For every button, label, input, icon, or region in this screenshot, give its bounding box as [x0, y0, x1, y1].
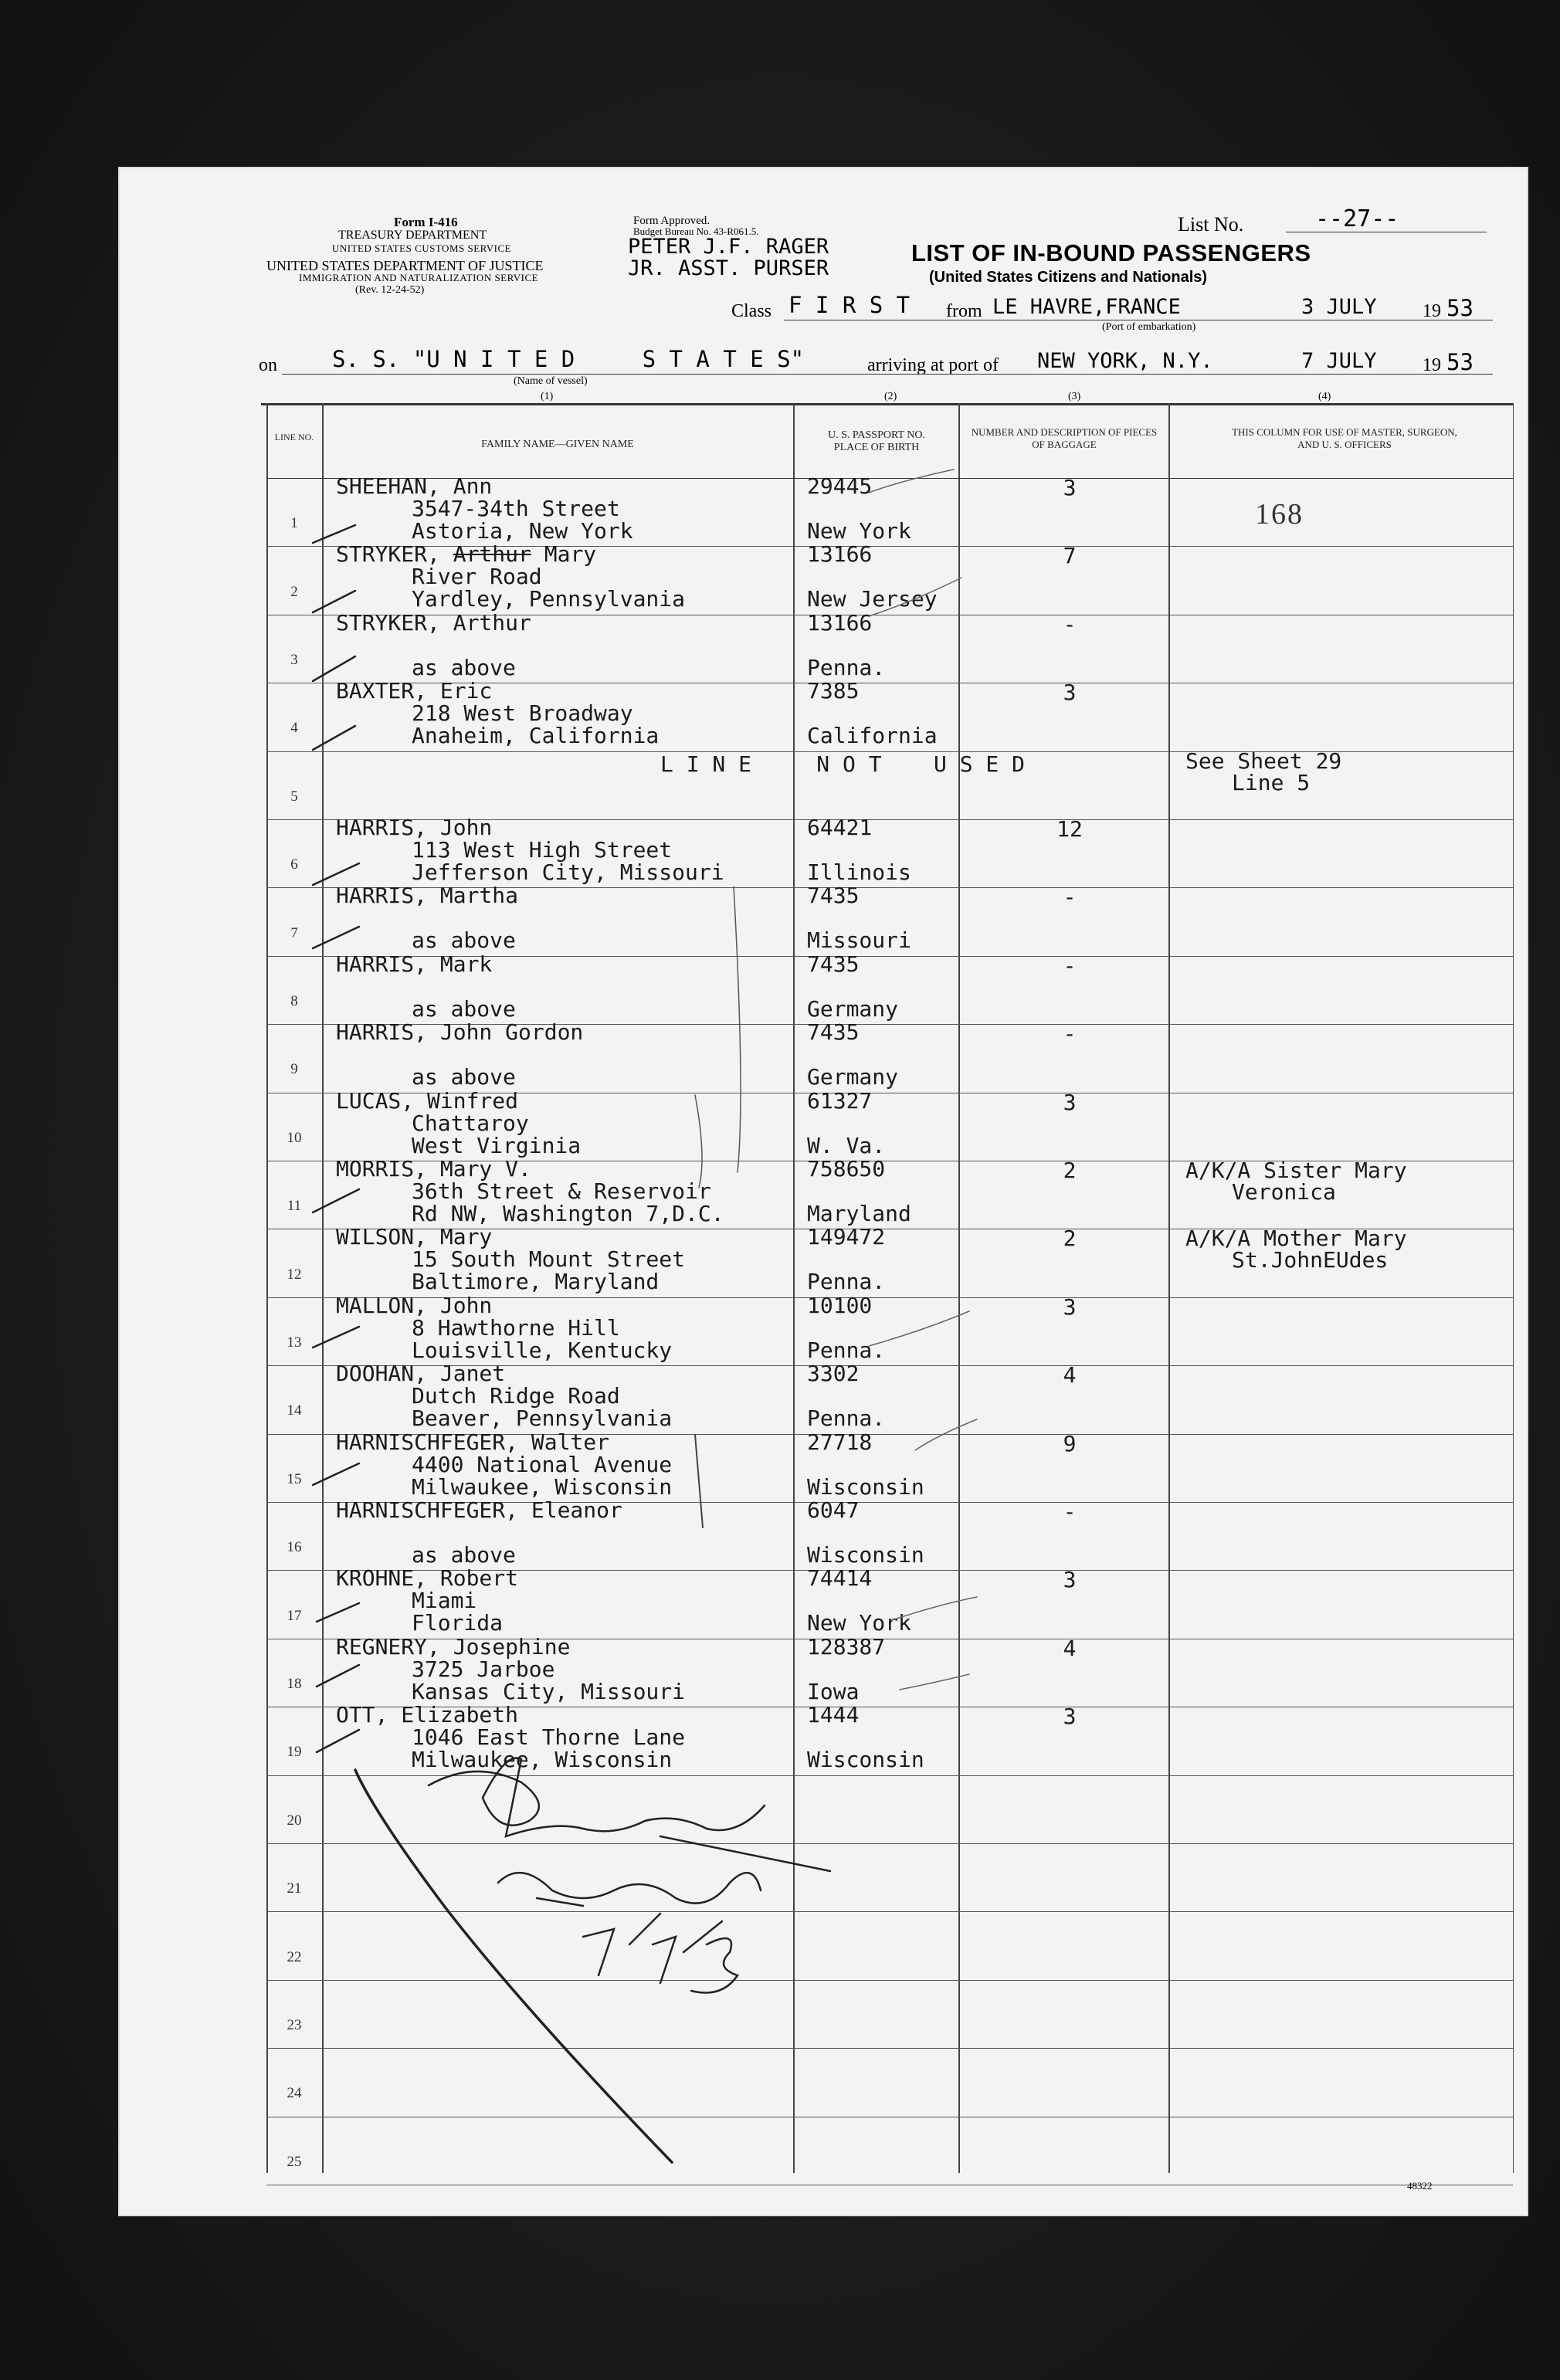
passenger-name: HARRIS, Martha [336, 883, 519, 909]
baggage-count: - [1063, 1499, 1077, 1524]
address-line-2: Baltimore, Maryland [412, 1269, 660, 1295]
passenger-list-sheet [120, 168, 1527, 2215]
address-line-2: Yardley, Pennsylvania [412, 586, 686, 612]
line-number: 21 [287, 1880, 302, 1897]
line-number: 12 [287, 1266, 302, 1283]
checkmark-stroke [313, 1463, 359, 1485]
address-line-1: 4400 National Avenue [412, 1451, 673, 1477]
place-of-birth: Wisconsin [807, 1473, 924, 1500]
header-passport: U. S. PASSPORT NO. PLACE OF BIRTH [828, 429, 925, 453]
dept-treasury: TREASURY DEPARTMENT [338, 229, 487, 242]
passenger-name: STRYKER, Arthur [336, 609, 531, 636]
line-number: 13 [287, 1334, 302, 1351]
class-value: F I R S T [788, 292, 911, 318]
document-subtitle: (United States Citizens and Nationals) [929, 269, 1208, 286]
pencil-line [869, 578, 961, 616]
address-line-1: River Road [412, 564, 542, 590]
pencil-line [869, 1311, 969, 1346]
col-number-1: (1) [541, 391, 554, 402]
checkmark-stroke [313, 591, 355, 612]
passport-number: 6047 [807, 1497, 860, 1523]
address-line-1: 1046 East Thorne Lane [412, 1724, 686, 1751]
address-line-2: as above [412, 1064, 516, 1090]
place-of-birth: Penna. [807, 654, 886, 680]
checkmark-stroke [317, 1665, 359, 1687]
address-line-2: Kansas City, Missouri [412, 1678, 686, 1704]
dept-justice-sub: IMMIGRATION AND NATURALIZATION SERVICE [299, 272, 539, 283]
pencil-line [900, 1674, 969, 1690]
passenger-name: OTT, Elizabeth [336, 1702, 519, 1728]
address-line-2: as above [412, 927, 516, 954]
pencil-line [892, 1597, 977, 1620]
passenger-name: HARNISCHFEGER, Eleanor [336, 1497, 622, 1523]
place-of-birth: Maryland [807, 1201, 911, 1226]
pencil-line [734, 887, 741, 1172]
stamp-number: 168 [1255, 498, 1304, 531]
place-of-birth: Iowa [807, 1678, 860, 1704]
address-line-2: Jefferson City, Missouri [412, 859, 724, 885]
form-revision: (Rev. 12-24-52) [355, 284, 425, 296]
passenger-name: HARNISCHFEGER, Walter [336, 1429, 610, 1455]
address-line-2: as above [412, 1542, 516, 1568]
line-number: 10 [287, 1129, 302, 1146]
address-line-1: 36th Street & Reservoir [412, 1178, 711, 1204]
address-line-2: Rd NW, Washington 7,D.C. [412, 1201, 724, 1226]
baggage-count: 3 [1063, 1704, 1077, 1730]
baggage-count: 3 [1063, 1567, 1077, 1593]
arriving-label: arriving at port of [867, 355, 999, 375]
address-line-2: as above [412, 995, 516, 1022]
line-number: 22 [287, 1948, 302, 1965]
line-number: 9 [290, 1061, 298, 1078]
baggage-count: 2 [1063, 1226, 1077, 1252]
address-line-2: Astoria, New York [412, 518, 633, 544]
embark-year: 53 [1446, 295, 1474, 321]
passenger-name: HARRIS, John Gordon [336, 1019, 584, 1046]
line-number: 1 [290, 515, 298, 532]
passport-number: 3302 [807, 1361, 860, 1387]
passport-number: 64421 [807, 815, 873, 840]
header-line-no: LINE NO. [274, 432, 314, 442]
port-of-embarkation: LE HAVRE,FRANCE [992, 295, 1181, 319]
line-number: 7 [290, 924, 298, 941]
checkmark-stroke [313, 726, 355, 750]
document-title: LIST OF IN-BOUND PASSENGERS [911, 239, 1311, 266]
place-of-birth: Germany [807, 1064, 899, 1090]
place-of-birth: Wisconsin [807, 1747, 924, 1773]
address-line-1: 8 Hawthorne Hill [412, 1314, 620, 1341]
address-line-1: 218 West Broadway [412, 700, 633, 727]
arrival-year-prefix: 19 [1423, 355, 1441, 375]
on-label: on [259, 355, 277, 375]
place-of-birth: Missouri [807, 927, 911, 954]
officer-note-2: St.JohnEUdes [1232, 1247, 1389, 1273]
dept-treasury-sub: UNITED STATES CUSTOMS SERVICE [332, 242, 512, 254]
passport-number: 13166 [807, 609, 873, 636]
passenger-name: BAXTER, Eric [336, 678, 493, 704]
line-number: 25 [287, 2153, 302, 2170]
line-number: 4 [290, 720, 298, 737]
passenger-name: LUCAS, Winfred [336, 1087, 519, 1114]
arrival-year: 53 [1446, 349, 1474, 375]
signature-text [382, 1759, 784, 2014]
passport-number: 7435 [807, 951, 860, 977]
address-line-2: Louisville, Kentucky [412, 1337, 673, 1363]
passenger-name: MORRIS, Mary V. [336, 1156, 531, 1182]
address-line-2: Anaheim, California [412, 723, 660, 749]
col-number-3: (3) [1068, 391, 1081, 402]
arrival-port: NEW YORK, N.Y. [1037, 349, 1213, 373]
embark-year-prefix: 19 [1423, 301, 1441, 321]
line-number: 14 [287, 1402, 302, 1419]
address-line-2: West Virginia [412, 1132, 582, 1158]
baggage-count: 4 [1063, 1362, 1077, 1388]
place-of-birth: California [807, 723, 938, 749]
dept-justice: UNITED STATES DEPARTMENT OF JUSTICE [266, 258, 544, 273]
passport-number: 7385 [807, 678, 860, 704]
address-line-1: 15 South Mount Street [412, 1246, 686, 1273]
place-of-birth: New Jersey [807, 586, 938, 612]
pencil-line [869, 470, 954, 493]
checkmark-stroke [317, 1730, 359, 1752]
pencil-line [915, 1419, 977, 1450]
passport-number: 128387 [807, 1633, 886, 1660]
form-approved: Form Approved. [633, 215, 710, 227]
place-of-birth: Illinois [807, 859, 911, 885]
purser-title: JR. ASST. PURSER [628, 256, 829, 280]
line-number: 19 [287, 1744, 302, 1761]
place-of-birth: Wisconsin [807, 1542, 924, 1568]
line-number: 8 [290, 992, 298, 1009]
passenger-name: REGNERY, Josephine [336, 1633, 571, 1660]
handwriting-overlay [120, 168, 1527, 2215]
col-number-4: (4) [1318, 391, 1331, 402]
pencil-line [695, 1095, 702, 1188]
baggage-count: 4 [1063, 1635, 1077, 1661]
baggage-count: 3 [1063, 680, 1077, 706]
line-number: 20 [287, 1812, 302, 1829]
baggage-count: 12 [1056, 816, 1083, 842]
address-line-2: as above [412, 654, 516, 680]
baggage-count: 3 [1063, 1293, 1077, 1320]
baggage-count: 2 [1063, 1158, 1077, 1183]
address-line-1: 3547-34th Street [412, 496, 620, 521]
vessel-caption: (Name of vessel) [514, 375, 588, 387]
class-label: Class [731, 301, 772, 321]
passenger-name: DOOHAN, Janet [336, 1361, 506, 1387]
embark-date: 3 JULY [1301, 295, 1377, 319]
passport-number: 149472 [807, 1224, 886, 1250]
header-family-name: FAMILY NAME—GIVEN NAME [481, 439, 634, 450]
place-of-birth: Germany [807, 995, 899, 1022]
passport-number: 7435 [807, 1019, 860, 1046]
line-number: 23 [287, 2016, 302, 2033]
baggage-count: - [1063, 952, 1077, 978]
address-line-2: Milwaukee, Wisconsin [412, 1747, 673, 1773]
address-line-2: Milwaukee, Wisconsin [412, 1473, 673, 1500]
passport-number: 29445 [807, 473, 873, 499]
baggage-count: 3 [1063, 475, 1077, 500]
baggage-count: 3 [1063, 1089, 1077, 1115]
passenger-name: KROHNE, Robert [336, 1565, 519, 1592]
passenger-name: WILSON, Mary [336, 1224, 493, 1250]
checkmark-stroke [313, 927, 359, 948]
checkmark-stroke [313, 1327, 359, 1348]
address-line-1: 3725 Jarboe [412, 1656, 555, 1682]
line-number: 16 [287, 1539, 302, 1556]
line-number: 6 [290, 856, 298, 873]
passport-number: 7435 [807, 883, 860, 909]
vessel-name: S. S. "U N I T E D S T A T E S" [332, 346, 805, 372]
port-embark-caption: (Port of embarkation) [1102, 321, 1196, 333]
passenger-name: HARRIS, John [336, 815, 493, 840]
place-of-birth: Penna. [807, 1337, 886, 1363]
address-line-1: Miami [412, 1588, 477, 1614]
passenger-name: STRYKER, Arthur Mary [336, 541, 597, 568]
line-number: 11 [287, 1198, 302, 1215]
baggage-count: - [1063, 884, 1077, 910]
passport-number: 27718 [807, 1429, 873, 1455]
baggage-count: 9 [1063, 1430, 1077, 1456]
address-line-1: Chattaroy [412, 1110, 529, 1136]
passport-number: 1444 [807, 1702, 860, 1728]
officer-note-2: Line 5 [1232, 769, 1311, 795]
address-line-2: Florida [412, 1610, 504, 1636]
baggage-count: - [1063, 611, 1077, 637]
line-number: 5 [290, 788, 298, 805]
footer-form-number: 48322 [1407, 2180, 1433, 2192]
arrival-date: 7 JULY [1301, 349, 1377, 373]
line-number: 17 [287, 1607, 302, 1624]
officer-note-1: See Sheet 29 [1185, 748, 1342, 774]
officer-note-1: A/K/A Sister Mary [1185, 1158, 1407, 1183]
baggage-count: - [1063, 1021, 1077, 1047]
place-of-birth: W. Va. [807, 1132, 886, 1158]
list-no-label: List No. [1178, 213, 1244, 236]
line-number: 3 [290, 651, 298, 668]
address-line-1: Dutch Ridge Road [412, 1383, 620, 1409]
line-not-used: L I N E N O T U S E D [660, 751, 1026, 777]
address-line-2: Beaver, Pennsylvania [412, 1405, 673, 1432]
checkmark-stroke [313, 863, 359, 885]
passenger-name: SHEEHAN, Ann [336, 473, 493, 499]
line-number: 2 [290, 583, 298, 600]
list-no-value: --27-- [1315, 205, 1399, 232]
checkmark-stroke [313, 656, 355, 681]
passport-number: 74414 [807, 1565, 873, 1592]
place-of-birth: New York [807, 1610, 911, 1636]
col-number-2: (2) [884, 391, 897, 402]
budget-bureau: Budget Bureau No. 43-R061.5. [633, 225, 759, 237]
header-baggage: NUMBER AND DESCRIPTION OF PIECES OF BAGGAGE [971, 426, 1158, 450]
place-of-birth: Penna. [807, 1269, 886, 1295]
pencil-line [695, 1435, 703, 1527]
checkmark-stroke [317, 1603, 359, 1622]
address-line-1: 113 West High Street [412, 837, 673, 863]
line-number: 15 [287, 1470, 302, 1487]
from-label: from [946, 301, 982, 321]
passenger-name: MALLON, John [336, 1292, 493, 1318]
struck-name: Arthur [453, 541, 531, 568]
place-of-birth: New York [807, 518, 911, 544]
line-number: 24 [287, 2085, 302, 2102]
checkmark-stroke [313, 1189, 359, 1212]
passport-number: 10100 [807, 1292, 873, 1318]
form-id: Form I-416 [394, 215, 458, 229]
purser-name: PETER J.F. RAGER [628, 235, 829, 259]
passenger-name: HARRIS, Mark [336, 951, 493, 977]
checkmark-stroke [313, 525, 355, 543]
passport-number: 61327 [807, 1087, 873, 1114]
passport-number: 758650 [807, 1156, 886, 1182]
place-of-birth: Penna. [807, 1405, 886, 1432]
passport-number: 13166 [807, 541, 873, 568]
officer-note-2: Veronica [1232, 1179, 1336, 1205]
officer-note-1: A/K/A Mother Mary [1185, 1226, 1407, 1252]
line-number: 18 [287, 1675, 302, 1692]
header-officers: THIS COLUMN FOR USE OF MASTER, SURGEON, AND U. S. OFFICERS [1232, 426, 1457, 450]
baggage-count: 7 [1063, 543, 1077, 569]
